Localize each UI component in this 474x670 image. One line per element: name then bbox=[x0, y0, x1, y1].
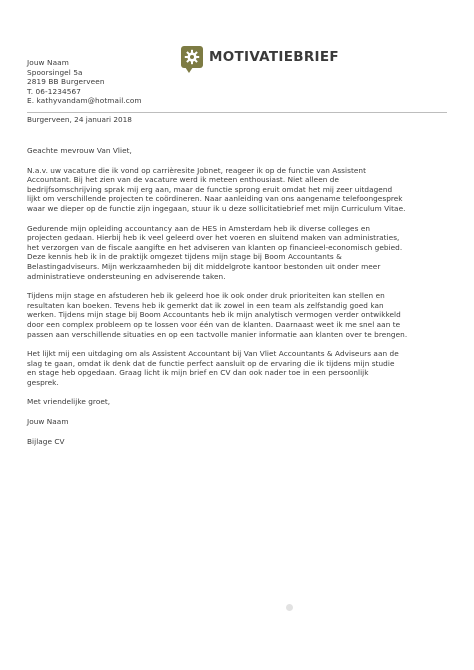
text-line: Accountant. Bij het zien van de vacature werd ik meteen enthousiast. Niet alleen de bbox=[27, 175, 340, 185]
text-line: Gedurende mijn opleiding accountancy aan de HES in Amsterdam heb ik diverse colleges en bbox=[27, 223, 371, 233]
sender-name: Jouw Naam bbox=[27, 58, 69, 67]
letter-body bbox=[27, 146, 449, 446]
document-header bbox=[181, 46, 339, 68]
header-divider bbox=[27, 112, 447, 113]
text-line: door een complex probleem op te lossen voor één van de klanten. Daarnaast weet ik me snel aan te bbox=[27, 319, 401, 329]
text-line: lijkt om verschillende projecten te coördineren. Naar aanleiding van ons aangename telefoongesprek bbox=[27, 194, 403, 204]
text-line: N.a.v. uw vacature die ik vond op carrièresite Jobnet, reageer ik op de functie van Assistent bbox=[27, 165, 366, 175]
text-line: werken. Tijdens mijn stage bij Boom Accountants heb ik mijn analytisch vermogen verder ontwikkeld bbox=[27, 310, 401, 320]
salutation: Geachte mevrouw Van Vliet, bbox=[27, 146, 132, 155]
signature: Jouw Naam bbox=[27, 417, 69, 427]
text-line: bedrijfsomschrijving sprak mij erg aan, maar de functie sprong eruit omdat het mij zeer uitdagend bbox=[27, 184, 393, 194]
text-line: Belastingadviseurs. Mijn werkzaamheden bij dit middelgrote kantoor bestonden uit onder meer bbox=[27, 261, 381, 271]
document-title: MOTIVATIEBRIEF bbox=[209, 49, 339, 65]
text-line: Tijdens mijn stage en afstuderen heb ik geleerd hoe ik ook onder druk prioriteiten kan stellen en bbox=[27, 291, 385, 301]
text-line: en stage heb opgedaan. Graag licht ik mijn brief en CV dan ook nader toe in een persoonlijk bbox=[27, 368, 369, 378]
gear-speech-bubble-icon bbox=[181, 46, 203, 68]
paragraph-2 bbox=[27, 224, 449, 282]
sender-email: E. kathyvandam@hotmail.com bbox=[27, 96, 142, 106]
sender-city: 2819 BB Burgerveen bbox=[27, 77, 105, 87]
attachment-note: Bijlage CV bbox=[27, 436, 65, 446]
paragraph-1 bbox=[27, 166, 449, 214]
text-line: Deze kennis heb ik in de praktijk omgezet tijdens mijn stage bij Boom Accountants & bbox=[27, 252, 342, 262]
sender-address-block bbox=[27, 58, 142, 106]
text-line: resultaten kan boeken. Tevens heb ik gemerkt dat ik zowel in een team als zelfstandig goed kan bbox=[27, 300, 384, 310]
paragraph-3 bbox=[27, 291, 449, 339]
text-line: administratieve ondersteuning en adviserende taken. bbox=[27, 271, 226, 281]
sender-street: Spoorsingel 5a bbox=[27, 67, 83, 77]
text-line: Het lijkt mij een uitdaging om als Assistent Accountant bij Van Vliet Accountants & Adviseurs aan de bbox=[27, 349, 399, 359]
closing: Met vriendelijke groet, bbox=[27, 397, 111, 407]
text-line: waar we dieper op de functie zijn ingegaan, stuur ik u deze sollicitatiebrief met mijn Curriculum Vitae. bbox=[27, 203, 406, 213]
text-line: passen aan verschillende situaties en op een tactvolle manier informatie aan klanten over te brengen. bbox=[27, 329, 408, 339]
text-line: slag te gaan, omdat ik denk dat de functie perfect aansluit op de ervaring die ik tijdens mijn studie bbox=[27, 358, 395, 368]
text-line: projecten gedaan. Hierbij heb ik veel geleerd over het voeren en sluitend maken van administraties, bbox=[27, 233, 400, 243]
sender-phone: T. 06-1234567 bbox=[27, 86, 81, 96]
text-line: het verzorgen van de fiscale aangifte en het adviseren van klanten op financieel-economisch gebied. bbox=[27, 242, 403, 252]
page-indicator-dot bbox=[286, 604, 293, 611]
letter-date: Burgerveen, 24 januari 2018 bbox=[27, 115, 132, 124]
paragraph-4 bbox=[27, 349, 449, 387]
text-line: gesprek. bbox=[27, 377, 59, 387]
